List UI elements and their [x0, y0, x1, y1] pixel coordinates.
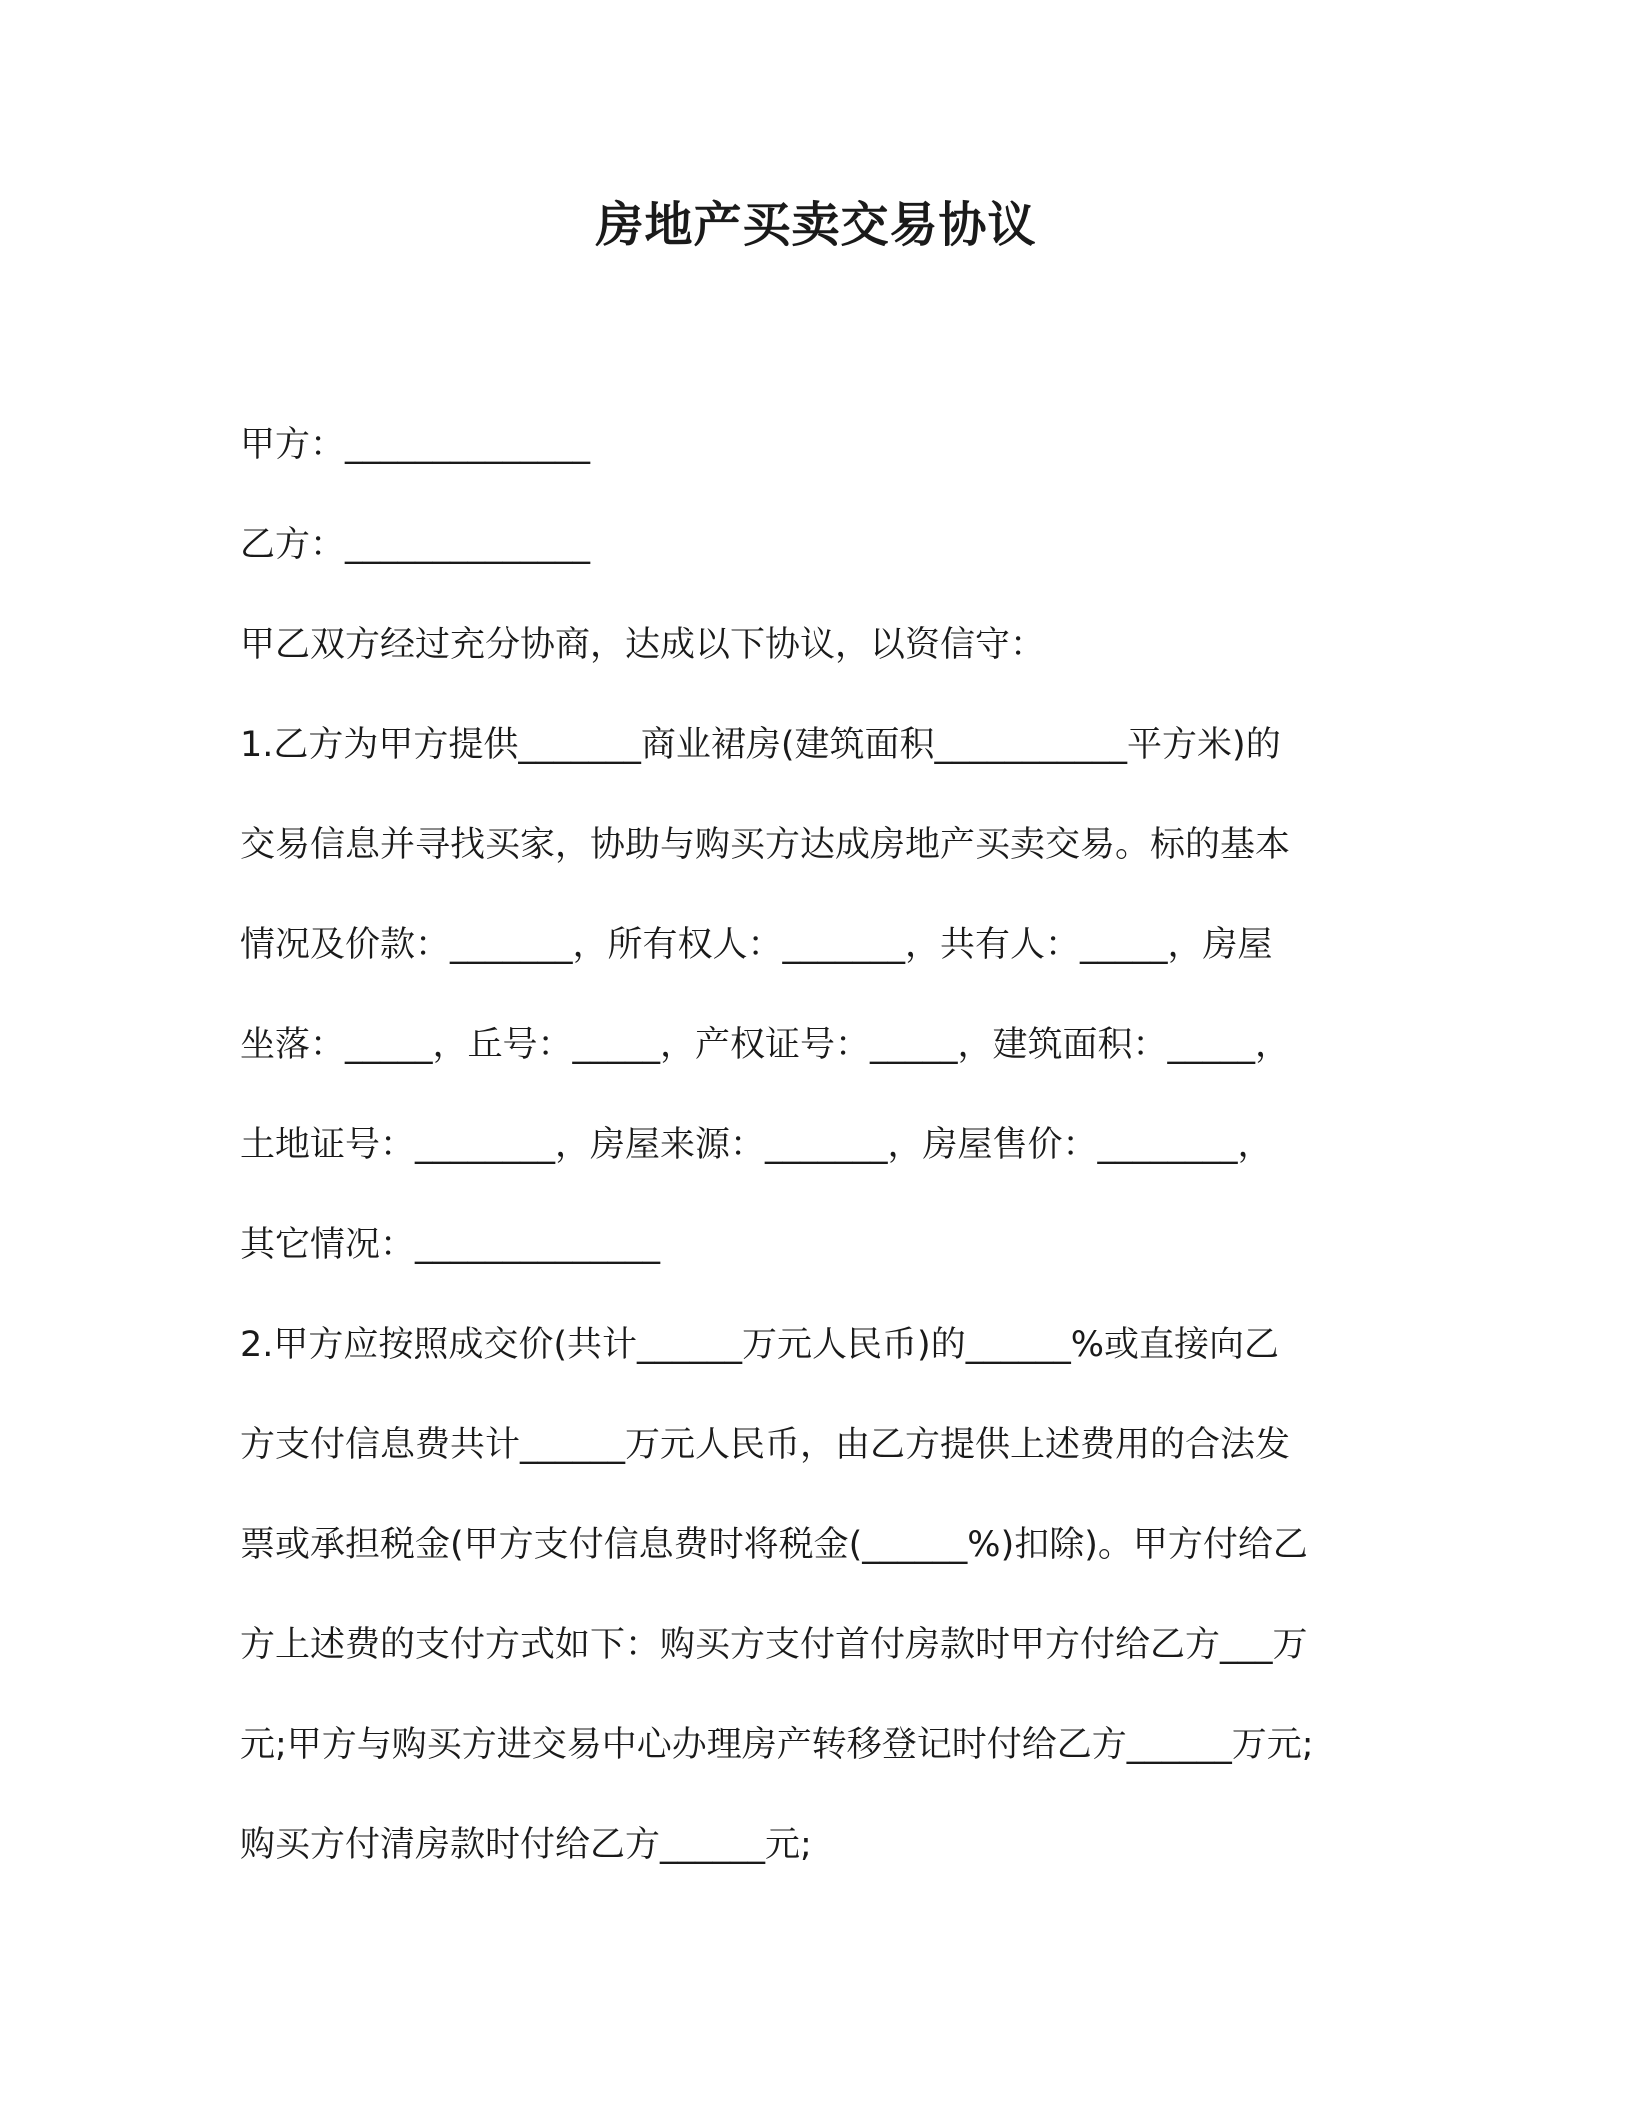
- clause-1-line-2: 交易信息并寻找买家，协助与购买方达成房地产买卖交易。标的基本: [240, 825, 1291, 865]
- preamble-line: 甲乙双方经过充分协商，达成以下协议，以资信守：: [240, 625, 1046, 665]
- clause-2-line-6: 购买方付清房款时付给乙方______元;: [240, 1825, 812, 1865]
- clause-1-line-3: 情况及价款：_______，所有权人：_______，共有人：_____，房屋: [240, 925, 1273, 965]
- clause-1-line-5: 土地证号：________，房屋来源：_______，房屋售价：________，: [240, 1125, 1273, 1165]
- clause-2-line-1: 2.甲方应按照成交价(共计______万元人民币)的______%或直接向乙: [240, 1325, 1279, 1365]
- party-b-line: 乙方：______________: [240, 525, 591, 565]
- clause-2-line-2: 方支付信息费共计______万元人民币，由乙方提供上述费用的合法发: [240, 1425, 1291, 1465]
- clause-2-line-5: 元;甲方与购买方进交易中心办理房产转移登记时付给乙方______万元;: [240, 1725, 1314, 1765]
- clause-1-line-6: 其它情况：______________: [240, 1225, 661, 1265]
- clause-1-line-1: 1.乙方为甲方提供_______商业裙房(建筑面积___________平方米)的: [240, 725, 1281, 765]
- clause-2-line-4: 方上述费的支付方式如下：购买方支付首付房款时甲方付给乙方___万: [240, 1625, 1308, 1665]
- clause-2-line-3: 票或承担税金(甲方支付信息费时将税金(______%)扣除)。甲方付给乙: [240, 1525, 1308, 1565]
- clause-1-line-4: 坐落：_____，丘号：_____，产权证号：_____，建筑面积：_____，: [240, 1025, 1291, 1065]
- document-title: 房地产买卖交易协议: [595, 197, 1037, 253]
- party-a-line: 甲方：______________: [240, 425, 591, 465]
